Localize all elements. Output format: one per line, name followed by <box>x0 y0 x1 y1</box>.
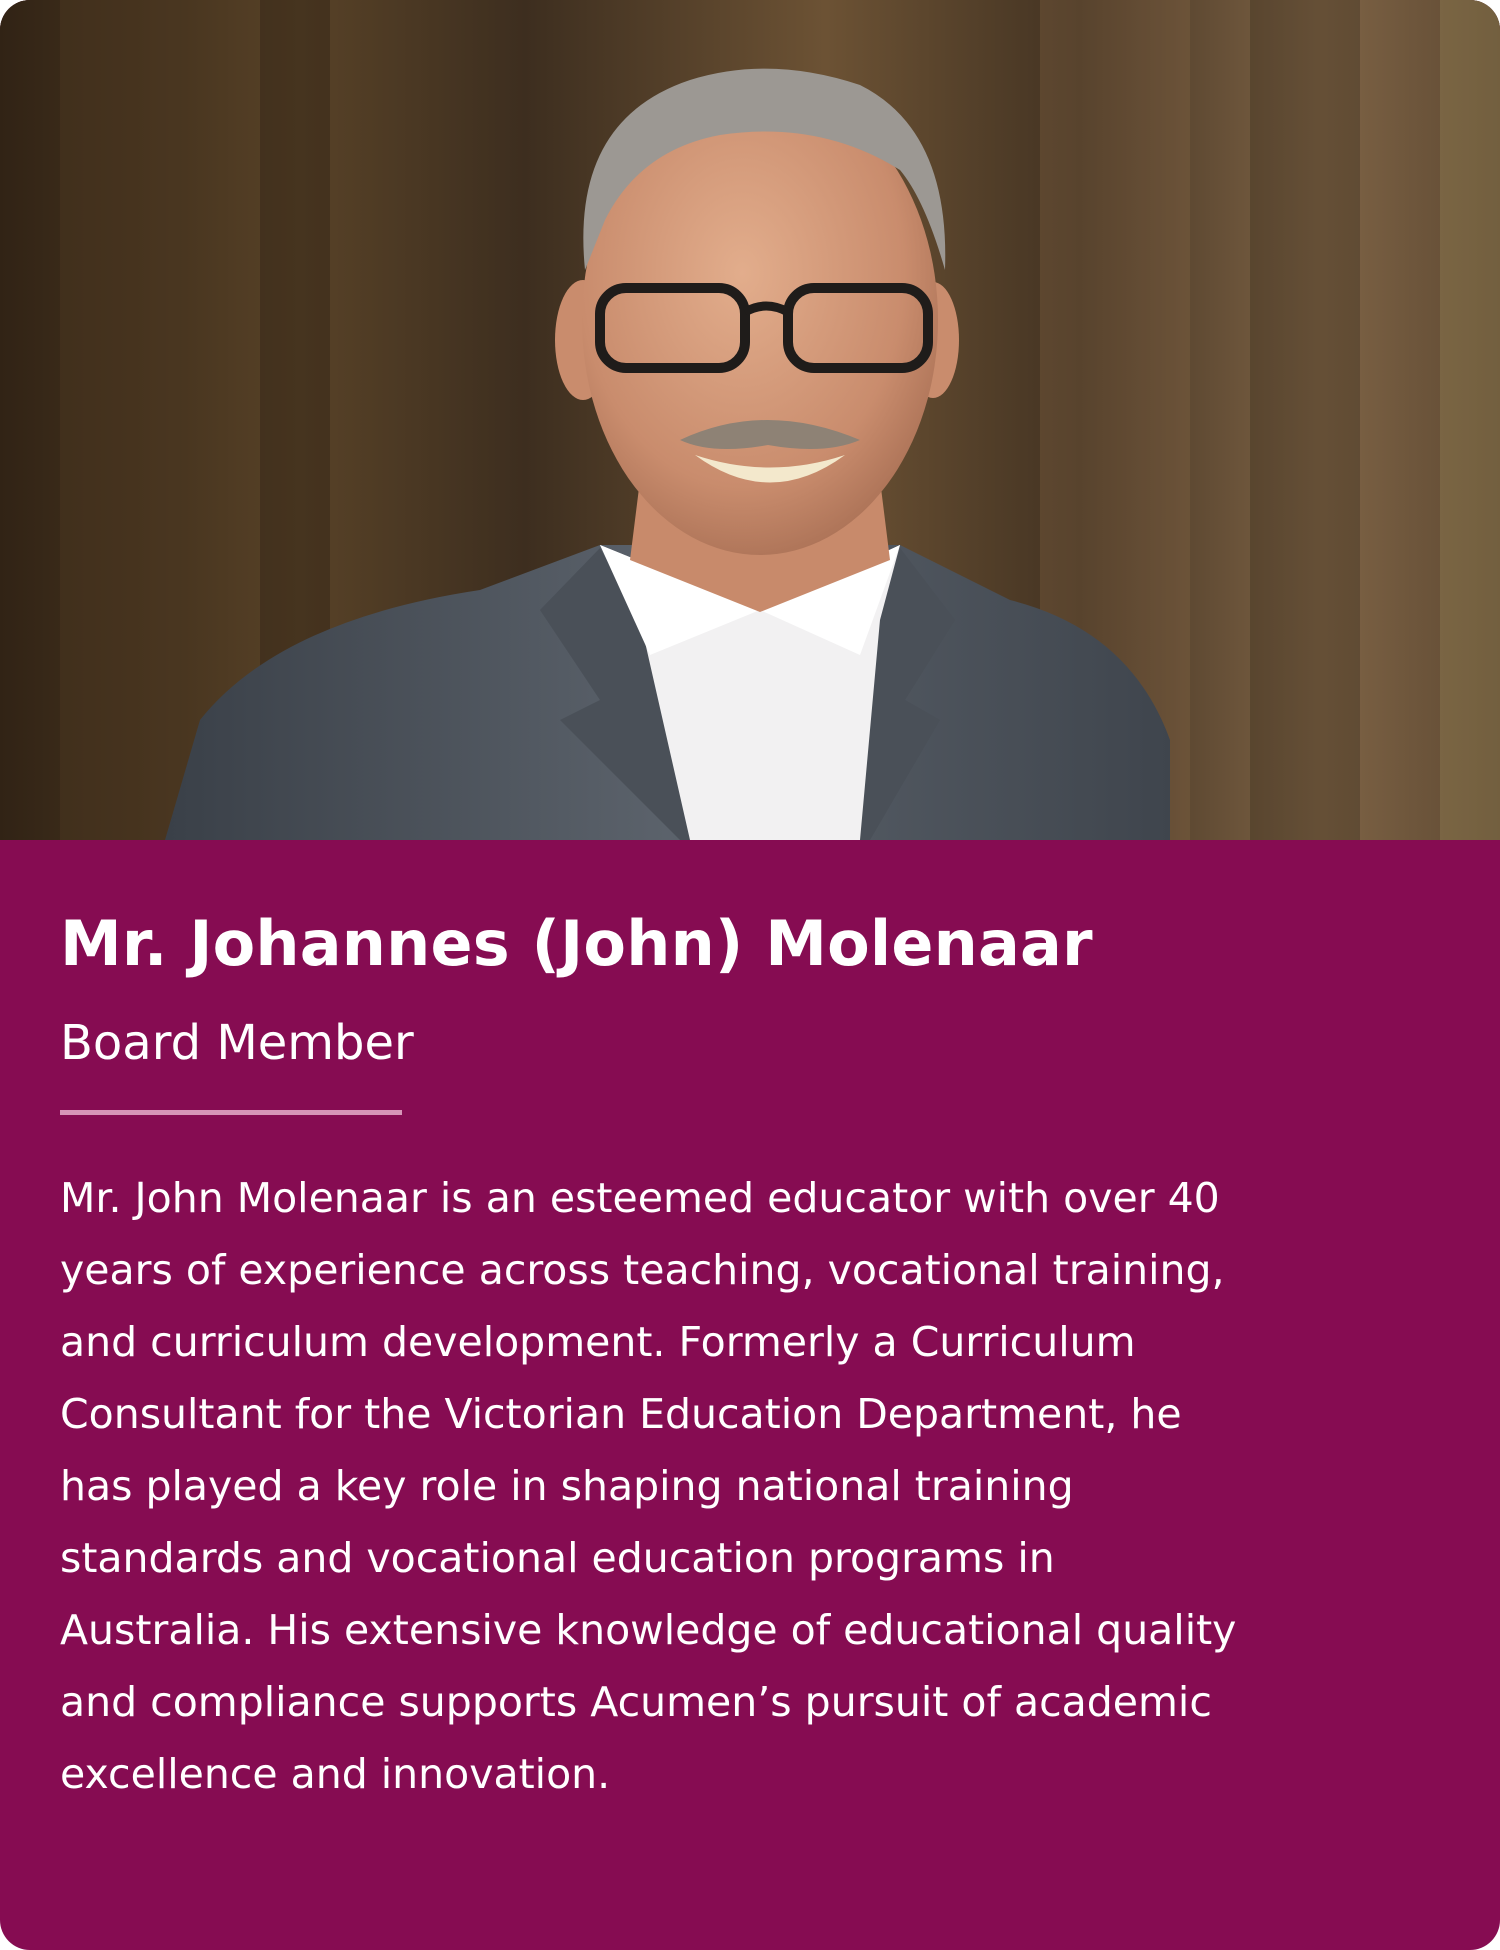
member-role: Board Member <box>60 1015 414 1071</box>
profile-photo <box>0 0 1500 840</box>
member-bio: Mr. John Molenaar is an esteemed educator with over 40 years of experience across teaching, vocational training, and curriculum development. Formerly a Curriculum Consultant for the Victorian Education Department, he has played a key role in shaping national training standards and vocational education programs in Australia. His extensive knowledge of educational quality and compliance supports Acumen’s pursuit of academic excellence and innovation. <box>60 1174 1237 1798</box>
section-divider <box>60 1110 402 1115</box>
portrait-illustration <box>0 0 1500 840</box>
member-name: Mr. Johannes (John) Molenaar <box>60 907 1093 980</box>
